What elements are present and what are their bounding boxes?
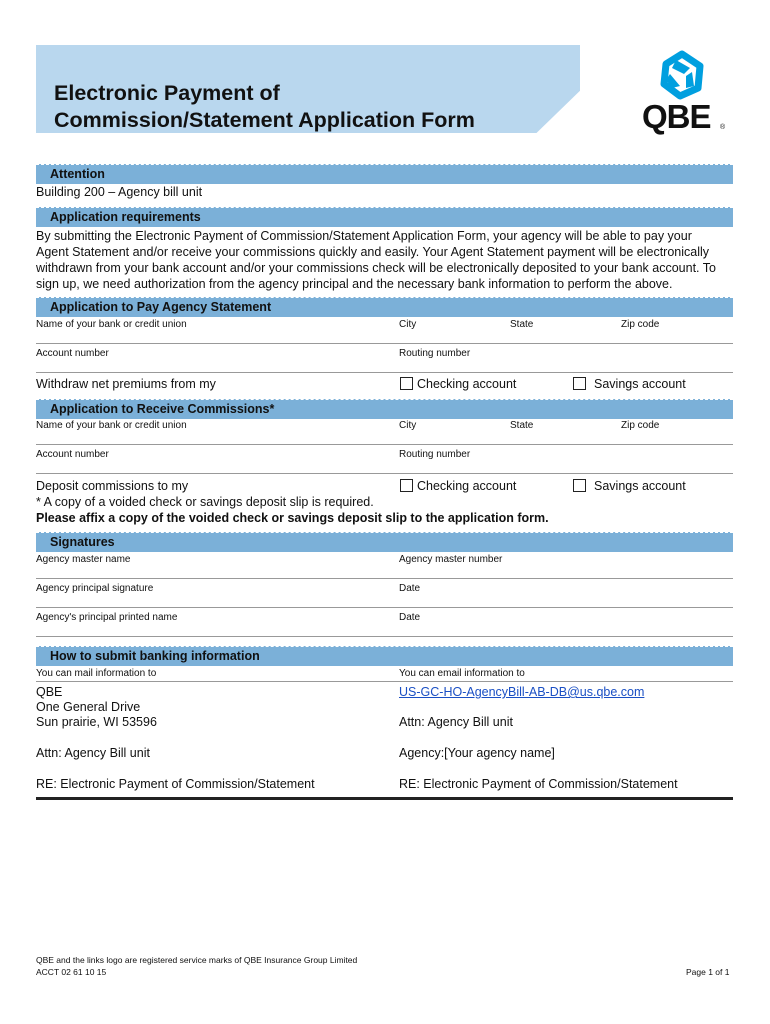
email-label: You can email information to — [399, 668, 525, 679]
recv-account-field-line[interactable] — [36, 473, 733, 474]
recv-checking-label: Checking account — [417, 479, 517, 493]
section-header-signatures: Signatures — [36, 532, 733, 552]
pay-city-label: City — [399, 319, 417, 330]
mail-city: Sun prairie, WI 53596 — [36, 715, 157, 729]
section-header-submit: How to submit banking information — [36, 646, 733, 666]
recv-account-label: Account number — [36, 449, 109, 460]
section-header-requirements: Application requirements — [36, 207, 733, 227]
bottom-rule — [36, 797, 733, 800]
signature-date-label: Date — [399, 583, 421, 594]
mail-attn: Attn: Agency Bill unit — [36, 746, 150, 760]
mail-label: You can mail information to — [36, 668, 157, 679]
email-re: RE: Electronic Payment of Commission/Statement — [399, 777, 678, 791]
email-address-link[interactable]: US-GC-HO-AgencyBill-AB-DB@us.qbe.com — [399, 685, 645, 699]
recv-bank-field-line[interactable] — [36, 444, 733, 445]
pay-zip-label: Zip code — [621, 319, 660, 330]
footer-trademark: QBE and the links logo are registered service marks of QBE Insurance Group Limited — [36, 955, 358, 965]
email-attn: Attn: Agency Bill unit — [399, 715, 513, 729]
printed-name-field-line[interactable] — [36, 636, 733, 637]
pay-account-field-line[interactable] — [36, 372, 733, 373]
recv-zip-label: Zip code — [621, 420, 660, 431]
requirements-paragraph: By submitting the Electronic Payment of Commission/Statement Application Form, your agency will be able to pay your Agent Statement and/or receive your commissions quickly and easily. Your Agent Statement payment will be electronically withdrawn from your bank account and/or your commissions check will be electronically deposited to your bank account. To sign up, we need authorization from the agency principal and the necessary bank information to perform the above. — [36, 229, 716, 291]
recv-routing-label: Routing number — [399, 449, 471, 460]
section-header-attention: Attention — [36, 164, 733, 184]
email-agency: Agency:[Your agency name] — [399, 746, 555, 760]
pay-routing-label: Routing number — [399, 348, 471, 359]
recv-city-label: City — [399, 420, 417, 431]
pay-state-label: State — [510, 319, 534, 330]
agency-master-name-label: Agency master name — [36, 554, 131, 565]
recv-state-label: State — [510, 420, 534, 431]
pay-savings-label: Savings account — [594, 377, 686, 391]
deposit-text: Deposit commissions to my — [36, 479, 189, 493]
qbe-wordmark: QBE — [642, 98, 711, 135]
title-line-1: Electronic Payment of — [54, 81, 280, 105]
pay-checking-checkbox[interactable] — [400, 377, 413, 390]
pay-bank-name-label: Name of your bank or credit union — [36, 319, 187, 330]
recv-bank-name-label: Name of your bank or credit union — [36, 420, 187, 431]
recv-savings-checkbox[interactable] — [573, 479, 586, 492]
pay-account-label: Account number — [36, 348, 109, 359]
attention-text: Building 200 – Agency bill unit — [36, 185, 203, 199]
section-header-pay-statement: Application to Pay Agency Statement — [36, 297, 733, 317]
mail-re: RE: Electronic Payment of Commission/Statement — [36, 777, 315, 791]
section-header-receive-commissions: Application to Receive Commissions* — [36, 399, 733, 419]
agency-master-number-label: Agency master number — [399, 554, 503, 565]
voided-check-instruction: Please affix a copy of the voided check or savings deposit slip to the application form. — [36, 511, 549, 525]
recv-checking-checkbox[interactable] — [400, 479, 413, 492]
pay-checking-label: Checking account — [417, 377, 517, 391]
recv-savings-label: Savings account — [594, 479, 686, 493]
pay-bank-field-line[interactable] — [36, 343, 733, 344]
signature-field-line[interactable] — [36, 607, 733, 608]
title-line-2: Commission/Statement Application Form — [54, 108, 475, 132]
pay-savings-checkbox[interactable] — [573, 377, 586, 390]
printed-name-date-label: Date — [399, 612, 421, 623]
mail-name: QBE — [36, 685, 63, 699]
footer-form-code: ACCT 02 61 10 15 — [36, 967, 107, 977]
principal-printed-name-label: Agency's principal printed name — [36, 612, 178, 623]
submit-divider — [36, 681, 733, 682]
principal-signature-label: Agency principal signature — [36, 583, 154, 594]
master-field-line[interactable] — [36, 578, 733, 579]
withdraw-text: Withdraw net premiums from my — [36, 377, 216, 391]
footer-page-number: Page 1 of 1 — [686, 967, 730, 977]
mail-street: One General Drive — [36, 700, 141, 714]
form-title — [54, 80, 475, 134]
registered-mark: ® — [720, 124, 726, 131]
qbe-logo — [640, 48, 740, 138]
voided-check-note: * A copy of a voided check or savings deposit slip is required. — [36, 495, 374, 509]
